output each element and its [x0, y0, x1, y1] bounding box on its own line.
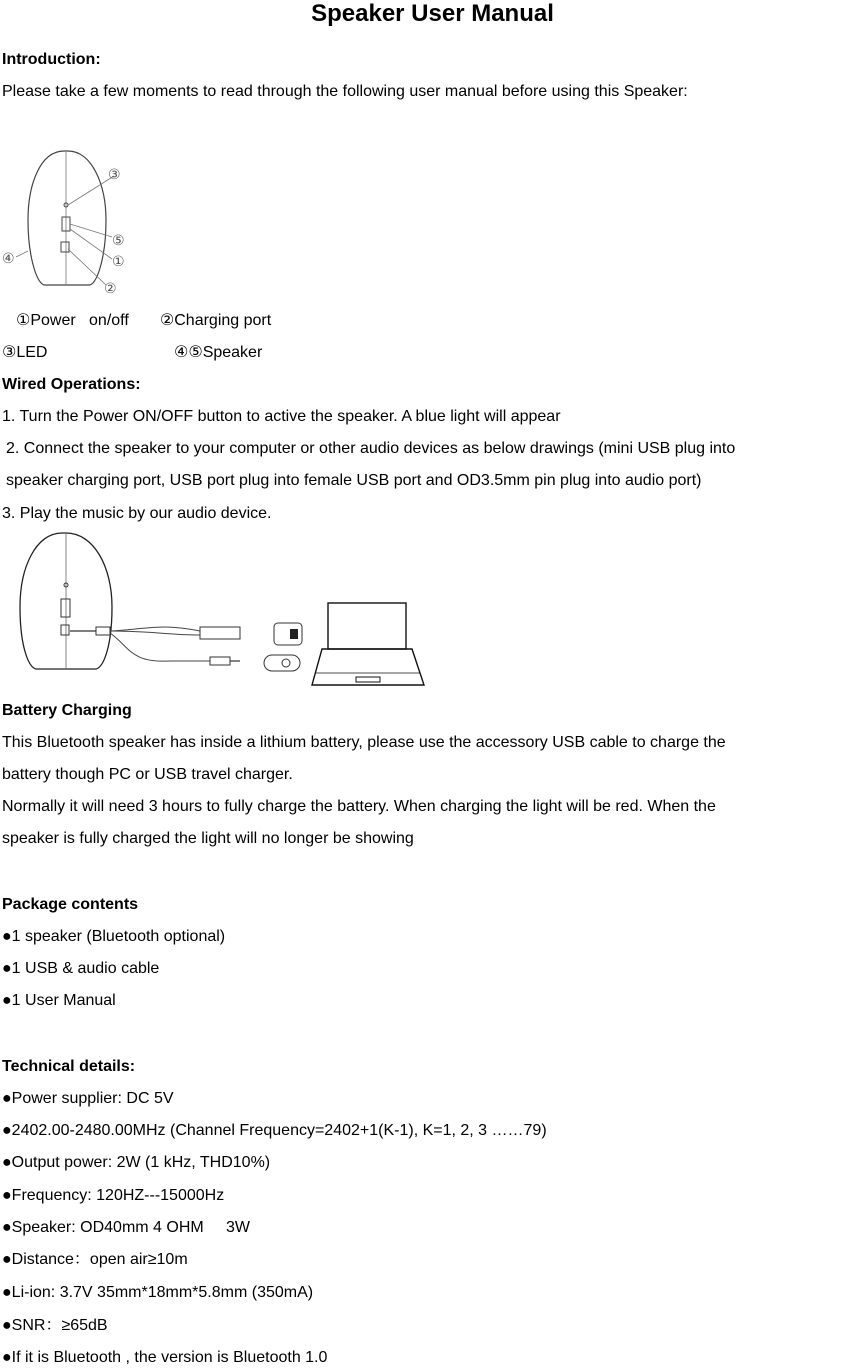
legend-led: ③LED [2, 344, 48, 361]
wired-step-2-line-1: 2. Connect the speaker to your computer or other audio devices as below drawings (mini USB plug into [6, 440, 736, 457]
spec-item: ●If it is Bluetooth , the version is Bluetooth 1.0 [2, 1349, 328, 1366]
charging-port [61, 625, 69, 635]
spec-item: ●Distance：open air≥10m [2, 1251, 188, 1268]
intro-text: Please take a few moments to read through the following user manual before using this Speaker: [2, 83, 688, 100]
intro-heading: Introduction: [2, 51, 101, 68]
wired-step-1: 1. Turn the Power ON/OFF button to active the speaker. A blue light will appear [2, 408, 561, 425]
laptop-base [312, 649, 424, 685]
mini-usb-plug [96, 627, 110, 635]
spec-item: ●Li-ion: 3.7V 35mm*18mm*5.8mm (350mA) [2, 1284, 314, 1301]
spec-item: ●Speaker: OD40mm 4 OHM 3W [2, 1219, 250, 1236]
laptop-screen [328, 603, 406, 649]
spec-item: ●Output power: 2W (1 kHz, THD10%) [2, 1154, 271, 1171]
power-switch [61, 599, 70, 617]
spec-item: ●SNR：≥65dB [2, 1317, 108, 1334]
charging-port [61, 242, 69, 252]
usb-plug [200, 627, 240, 639]
battery-p2-line-1: Normally it will need 3 hours to fully charge the battery. When charging the light will be red. When the [2, 798, 716, 815]
battery-heading: Battery Charging [2, 702, 132, 719]
callout-3: ③ [108, 166, 121, 182]
callout-2: ② [104, 280, 117, 296]
battery-p2-line-2: speaker is fully charged the light will no longer be showing [2, 830, 414, 847]
connection-diagram [0, 527, 430, 692]
callout-4: ④ [2, 250, 15, 266]
spec-item: ●2402.00-2480.00MHz (Channel Frequency=2402+1(K-1), K=1, 2, 3 ……79) [2, 1122, 547, 1139]
package-item: ●1 USB & audio cable [2, 960, 160, 977]
wired-step-3: 3. Play the music by our audio device. [2, 505, 272, 522]
callout-5: ⑤ [112, 232, 125, 248]
page-title: Speaker User Manual [311, 0, 554, 27]
callout-1: ① [112, 253, 125, 269]
battery-p1-line-2: battery though PC or USB travel charger. [2, 766, 293, 783]
package-heading: Package contents [2, 896, 139, 913]
wired-step-2-line-2: speaker charging port, USB port plug into female USB port and OD3.5mm pin plug into audio port) [6, 472, 702, 489]
legend-speaker: ④⑤Speaker [174, 344, 263, 361]
audio-jack [210, 657, 230, 665]
spec-item: ●Power supplier: DC 5V [2, 1090, 174, 1107]
speaker-body-outline [28, 151, 106, 285]
package-item: ●1 User Manual [2, 992, 116, 1009]
wired-heading: Wired Operations: [2, 376, 141, 393]
battery-p1-line-1: This Bluetooth speaker has inside a lithium battery, please use the accessory USB cable to charge the [2, 734, 726, 751]
legend-row-1: ①Power on/off ②Charging port [16, 312, 272, 329]
spec-item: ●Frequency: 120HZ---15000Hz [2, 1187, 225, 1204]
technical-heading: Technical details: [2, 1058, 136, 1075]
package-item: ●1 speaker (Bluetooth optional) [2, 928, 226, 945]
